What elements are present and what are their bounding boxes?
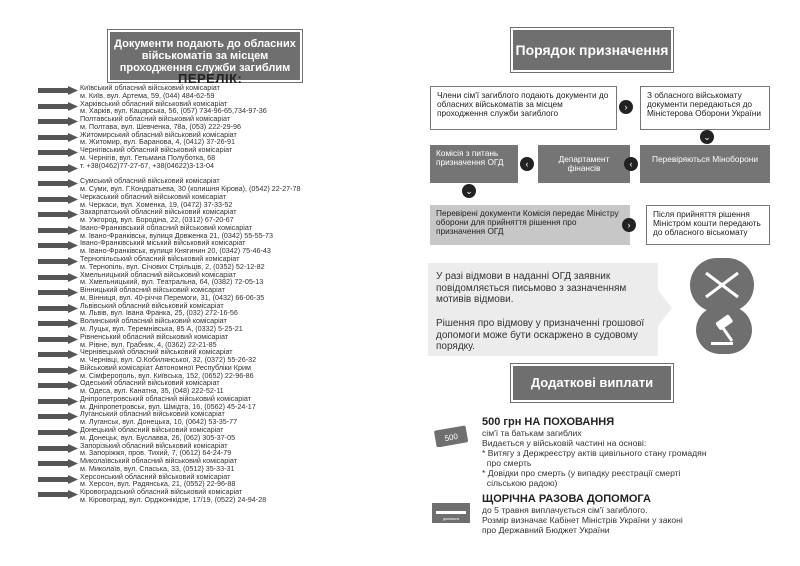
- arrow-right-icon: [38, 397, 78, 406]
- payment-line: Видається у військовій частині на основі:: [482, 438, 647, 448]
- commissariat-address: м. Луцьк, вул. Теремнівська, 85 А, (0332) 5-25-21: [80, 324, 243, 333]
- list-item: [38, 271, 338, 287]
- card-icon: [432, 503, 470, 523]
- list-item: [38, 84, 338, 100]
- list-item: [38, 473, 338, 489]
- arrow-right-icon: [38, 117, 78, 126]
- payment-2-body: [482, 505, 683, 535]
- commissariat-name: Житомирський обласний військовий комісаріат: [80, 129, 237, 139]
- money-icon-label: 500: [443, 431, 459, 444]
- list-item: [38, 255, 338, 271]
- commissariat-name: Івано-Франківський міський військовий комісаріат: [80, 238, 246, 248]
- arrow-right-icon: [38, 86, 78, 95]
- list-item: [38, 364, 338, 380]
- commissariat-address: м. Рівне, вул. Грабник, 4, (0362) 22-21-85: [80, 339, 217, 349]
- commissariat-name: Рівненський обласний військовий комісаріат: [80, 331, 229, 341]
- list-item: [38, 177, 338, 193]
- commissariat-name: Полтавський обласний військовий комісаріат: [80, 114, 231, 124]
- commissariat-address: м. Луганськ, вул. Донецька, 10, (0642) 53-35-77: [80, 417, 238, 427]
- list-item: [38, 395, 338, 411]
- commissariat-name: Луганський обласний військовий комісаріат: [80, 409, 225, 419]
- commissariat-address: м. Сімферополь, вул. Київська, 152, (0652) 22-96-86: [80, 370, 254, 380]
- commissariat-address: м. Харків, вул. Кацарська, 56, (057) 734-96-65,734-97-36: [80, 106, 267, 116]
- list-item: [38, 146, 338, 162]
- list-item: [38, 457, 338, 473]
- list-item: [38, 239, 338, 255]
- flow-step-commission: Комісія з питань призначення ОГД: [430, 145, 518, 183]
- arrow-right-icon: [38, 273, 78, 282]
- commissariat-address: м. Суми, вул. Г.Кондратьева, 30 (колишня Кірова), (0542) 22-27-78: [80, 184, 301, 194]
- commissariat-name: Одеський обласний військовий комісаріат: [80, 378, 220, 388]
- arrow-right-icon: [38, 381, 78, 390]
- flow-step-check: Перевіряються Міноборони: [640, 145, 770, 183]
- flow-step-transfer: Після прийняття рішення Міністром кошти передають до обласного віськомату: [646, 205, 770, 245]
- list-item: [38, 317, 338, 333]
- commissariat-address: м. Миколаїв, вул. Спаська, 33, (0512) 35-33-31: [80, 463, 235, 473]
- commissariat-address: м. Черкаси, вул. Хоменка, 19, (0472) 37-33-52: [80, 199, 233, 209]
- payment-line: * Витягу з Держреєстру актів цивільного стану громадян: [482, 448, 707, 458]
- flow-step-1: Члени сім'ї загиблого подають документи до обласних військоматів за місцем проходження служби загиблого: [430, 86, 617, 130]
- commissariat-address: м. Донецьк, вул. Буславва, 26, (062) 305-37-05: [80, 432, 236, 442]
- commissariat-name: т. +38(0462)77-27-67, +38(04622)3-13-04: [80, 160, 214, 170]
- commissariat-name: Чернівецький обласний військовий комісаріат: [80, 347, 233, 357]
- flow-step-finance: Департамент фінансів: [538, 145, 630, 183]
- commissariat-name: Київський обласний військовий комісаріат: [80, 83, 220, 92]
- list-item: [38, 426, 338, 442]
- arrow-right-icon: [38, 350, 78, 359]
- flow-step-2: З обласного військомату документи передаються до Міністерова Оборони України: [640, 86, 770, 130]
- arrow-right-icon: [38, 179, 78, 188]
- appeal-text: Рішення про відмову у призначенні грошової допомоги може бути оскаржено в судовому порядку.: [436, 318, 645, 352]
- commissariat-address: м. Чернігів, вул. Гетьмана Полуботка, 68: [80, 152, 216, 162]
- list-item: [38, 162, 338, 178]
- gavel-icon: [696, 306, 752, 354]
- arrow-right-icon: [38, 210, 78, 219]
- arrow-right-icon: [38, 444, 78, 453]
- commissariat-address: м. Вінниця, вул. 40-річчя Перемоги, 31, (0432) 66-06-35: [80, 292, 265, 302]
- arrow-down-icon: ⌄: [462, 184, 476, 198]
- commissariat-list: [38, 84, 338, 504]
- commissariat-address: м. Івано-Франківськ, вулиця Княгинин 20, (0342) 75-46-43: [80, 246, 271, 256]
- arrow-right-icon: [38, 304, 78, 313]
- commissariat-name: Запорізький обласний військовий комісаріат: [80, 440, 228, 450]
- commissariat-name: Черкаський обласний військовий комісаріат: [80, 191, 227, 201]
- commissariat-name: Херсонський обласний військовий комісаріат: [80, 471, 231, 481]
- arrow-right-icon: [38, 335, 78, 344]
- left-banner-text: Документи подають до обласних військоматів за місцем проходження служби загиблим: [114, 38, 296, 74]
- arrow-right-icon: [38, 428, 78, 437]
- arrow-right-icon: [38, 164, 78, 173]
- payment-line: про смерть: [482, 458, 532, 468]
- arrow-down-icon: ⌄: [700, 130, 714, 144]
- payment-2-title: ЩОРІЧНА РАЗОВА ДОПОМОГА: [482, 493, 651, 505]
- commissariat-name: Сумський обласний військовий комісаріат: [80, 176, 220, 186]
- refusal-text: У разі відмови в наданні ОГД заявник повідомляється письмово з зазначенням мотивів відмови.: [436, 271, 627, 305]
- arrow-right-icon: [38, 133, 78, 142]
- list-item: [38, 115, 338, 131]
- commissariat-name: Хмельницький обласний військовий комісаріат: [80, 269, 236, 279]
- arrow-right-icon: [38, 412, 78, 421]
- commissariat-name: Чернігівський обласний військовий комісаріат: [80, 145, 233, 155]
- commissariat-name: Вінницький обласний військовий комісаріат: [80, 285, 225, 295]
- list-item: [38, 488, 338, 504]
- list-item: [38, 410, 338, 426]
- arrow-right-icon: [38, 102, 78, 111]
- extra-payments-banner: Додаткові виплати: [513, 366, 671, 400]
- commissariat-name: Івано-Франківський обласний військовий комісаріат: [80, 222, 252, 232]
- commissariat-address: м. Львів, вул. Івана Франка, 25, (032) 272-16-56: [80, 308, 238, 318]
- commissariat-name: Дніпропетровський обласний військовий комісаріат: [80, 393, 251, 403]
- commissariat-name: Харківський обласний військовий комісаріат: [80, 98, 228, 108]
- arrow-right-icon: [38, 366, 78, 375]
- list-item: [38, 302, 338, 318]
- info-pointer: [658, 290, 672, 326]
- list-item: [38, 208, 338, 224]
- arrow-right-icon: [38, 195, 78, 204]
- arrow-right-icon: [38, 288, 78, 297]
- arrow-right-icon: [38, 257, 78, 266]
- payment-line: * Довідки про смерть (у випадку реєстрації смерті: [482, 468, 681, 478]
- commissariat-address: м. Полтава, вул. Шевченка, 78а, (053) 222-29-96: [80, 121, 241, 131]
- payment-1-title: 500 грн НА ПОХОВАННЯ: [482, 416, 615, 428]
- commissariat-address: м. Кіровоград, вул. Орджонікідзе, 17/19, (0522) 24-94-28: [80, 495, 267, 505]
- list-item: [38, 286, 338, 302]
- list-title: ПЕРЕЛІК:: [178, 71, 243, 86]
- commissariat-address: м. Хмельницький, вул. Театральна, 64, (0382) 72-05-13: [80, 277, 264, 287]
- commissariat-address: м. Ужгород, вул. Бородіна, 22, (0312) 67-20-67: [80, 215, 234, 225]
- flow-step-minister: Перевірені документи Комісія передає Міністру оборони для прийняття рішення про призначення ОГД: [430, 205, 630, 245]
- commissariat-name: Донецький обласний військовий комісаріат: [80, 425, 224, 435]
- arrow-right-icon: [38, 148, 78, 157]
- commissariat-name: Миколаївський обласний військовий комісаріат: [80, 456, 237, 466]
- list-item: [38, 224, 338, 240]
- list-item: [38, 348, 338, 364]
- commissariat-name: Кіровоградський обласний військовий комісаріат: [80, 487, 243, 497]
- commissariat-address: м. Одеса, вул. Канатна, 35, (048) 222-52-11: [80, 386, 224, 396]
- commissariat-address: м. Тернопіль, вул. Січових Стрільців, 2, (0352) 52-12-82: [80, 261, 265, 271]
- commissariat-name: Закарпатський обласний військовий комісаріат: [80, 207, 237, 217]
- commissariat-address: м. Івано-Франківськ, вулиця Довженка 21, (0342) 55-55-73: [80, 230, 274, 240]
- arrow-right-icon: [38, 459, 78, 468]
- commissariat-name: Львівський обласний військовий комісаріат: [80, 300, 224, 310]
- arrow-left-icon: ‹: [520, 157, 534, 171]
- list-item: [38, 193, 338, 209]
- rejection-icon: [690, 258, 754, 312]
- commissariat-address: м. Житомир, вул. Баранова, 4, (0412) 37-26-91: [80, 137, 235, 147]
- procedure-banner: Порядок призначення: [513, 30, 671, 70]
- list-item: [38, 333, 338, 349]
- list-item: [38, 131, 338, 147]
- money-icon: [434, 425, 470, 447]
- arrow-left-icon: ‹: [624, 157, 638, 171]
- list-item: [38, 100, 338, 116]
- arrow-right-icon: ›: [622, 218, 636, 232]
- arrow-right-icon: [38, 241, 78, 250]
- refusal-info: [428, 263, 658, 356]
- commissariat-address: м. Запоріжжя, пров. Тихий, 7, (0612) 64-24-79: [80, 448, 232, 458]
- commissariat-name: Волинський обласний військовий комісаріат: [80, 316, 227, 326]
- arrow-right-icon: [38, 475, 78, 484]
- commissariat-address: м. Чернівці, вул. О.Кобилянської, 32, (0372) 55-26-32: [80, 355, 257, 365]
- commissariat-name: Тернопільський обласний військовий комісаріат: [80, 254, 240, 264]
- payment-line: про Державний Бюджет України: [482, 525, 610, 535]
- arrow-right-icon: [38, 490, 78, 499]
- list-item: [38, 442, 338, 458]
- card-icon-label: допомога: [443, 517, 459, 521]
- payment-1-body: [482, 428, 707, 488]
- commissariat-address: м. Дніпропетровськ, вул. Шмідта, 16, (0562) 45-24-17: [80, 401, 256, 411]
- payment-line: сім'ї та батькам загиблих: [482, 428, 582, 438]
- payment-line: до 5 травня виплачується сім'ї загиблого.: [482, 505, 648, 515]
- commissariat-address: м. Херсон, вул. Радянська, 21, (0552) 22-96-88: [80, 479, 236, 489]
- commissariat-name: Військовий комісаріат Автономної Республіки Крим: [80, 362, 251, 372]
- payment-line: Розмір визначає Кабінет Міністрів України у законі: [482, 515, 683, 525]
- commissariat-address: м. Київ. вул. Артема, 59, (044) 484-62-59: [80, 90, 215, 100]
- arrow-right-icon: [38, 319, 78, 328]
- arrow-right-icon: [38, 226, 78, 235]
- payment-line: сільською радою): [482, 478, 558, 488]
- list-item: [38, 379, 338, 395]
- arrow-right-icon: ›: [619, 100, 633, 114]
